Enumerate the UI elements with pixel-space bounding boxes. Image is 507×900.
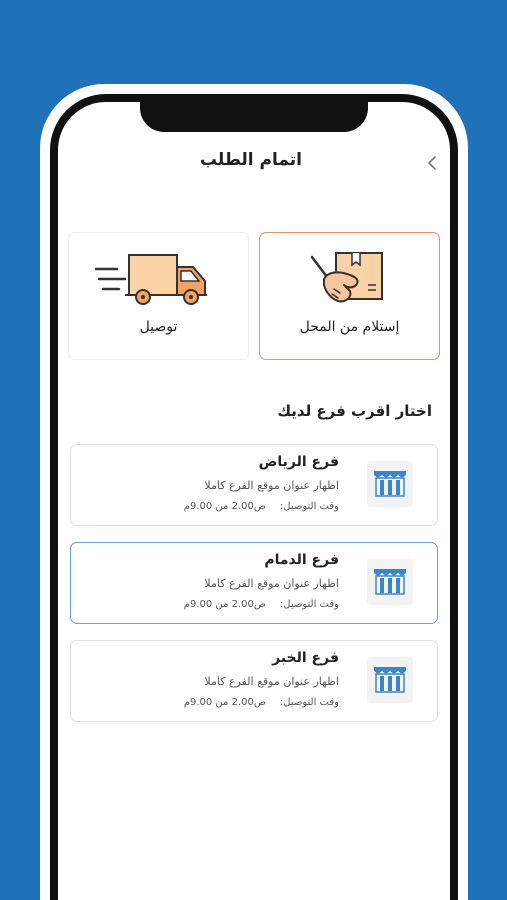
branch-name: فرع الدمام	[264, 552, 339, 568]
branch-item-khobar[interactable]	[70, 640, 438, 722]
branch-address: اظهار عنوان موقع الفرع كاملا	[204, 479, 339, 492]
branch-item-riyadh[interactable]	[70, 444, 438, 526]
delivery-time-value: ص2.00 من 9.00م	[183, 697, 266, 708]
branch-delivery-time	[184, 501, 339, 512]
phone-screen	[58, 102, 450, 900]
branch-name: فرع الخبر	[272, 650, 339, 666]
store-icon	[367, 559, 413, 605]
delivery-truck-icon	[95, 249, 211, 315]
branch-name: فرع الرياض	[258, 454, 339, 470]
box-hand-icon	[310, 249, 390, 315]
delivery-time-label: وقت التوصيل:	[279, 501, 339, 512]
delivery-time-label: وقت التوصيل:	[279, 599, 339, 610]
store-pickup-option[interactable]	[259, 232, 440, 360]
branch-delivery-time	[184, 599, 339, 610]
delivery-time-label: وقت التوصيل:	[279, 697, 339, 708]
branches-section-title: اختار اقرب فرع لديك	[277, 402, 432, 420]
delivery-option-label: توصيل	[139, 319, 178, 335]
branch-delivery-time	[184, 697, 339, 708]
branch-address: اظهار عنوان موقع الفرع كاملا	[204, 675, 339, 688]
store-icon	[367, 461, 413, 507]
header	[58, 146, 450, 182]
delivery-time-value: ص2.00 من 9.00م	[183, 501, 266, 512]
branch-item-dammam[interactable]	[70, 542, 438, 624]
store-pickup-option-label: إستلام من المحل	[299, 319, 400, 335]
store-icon	[367, 657, 413, 703]
branch-address: اظهار عنوان موقع الفرع كاملا	[204, 577, 339, 590]
delivery-time-value: ص2.00 من 9.00م	[183, 599, 266, 610]
delivery-option[interactable]	[68, 232, 249, 360]
chevron-left-icon[interactable]	[424, 154, 442, 172]
page-title: اتمام الطلب	[199, 150, 302, 170]
order-type-options	[68, 232, 440, 360]
phone-notch	[140, 102, 368, 132]
